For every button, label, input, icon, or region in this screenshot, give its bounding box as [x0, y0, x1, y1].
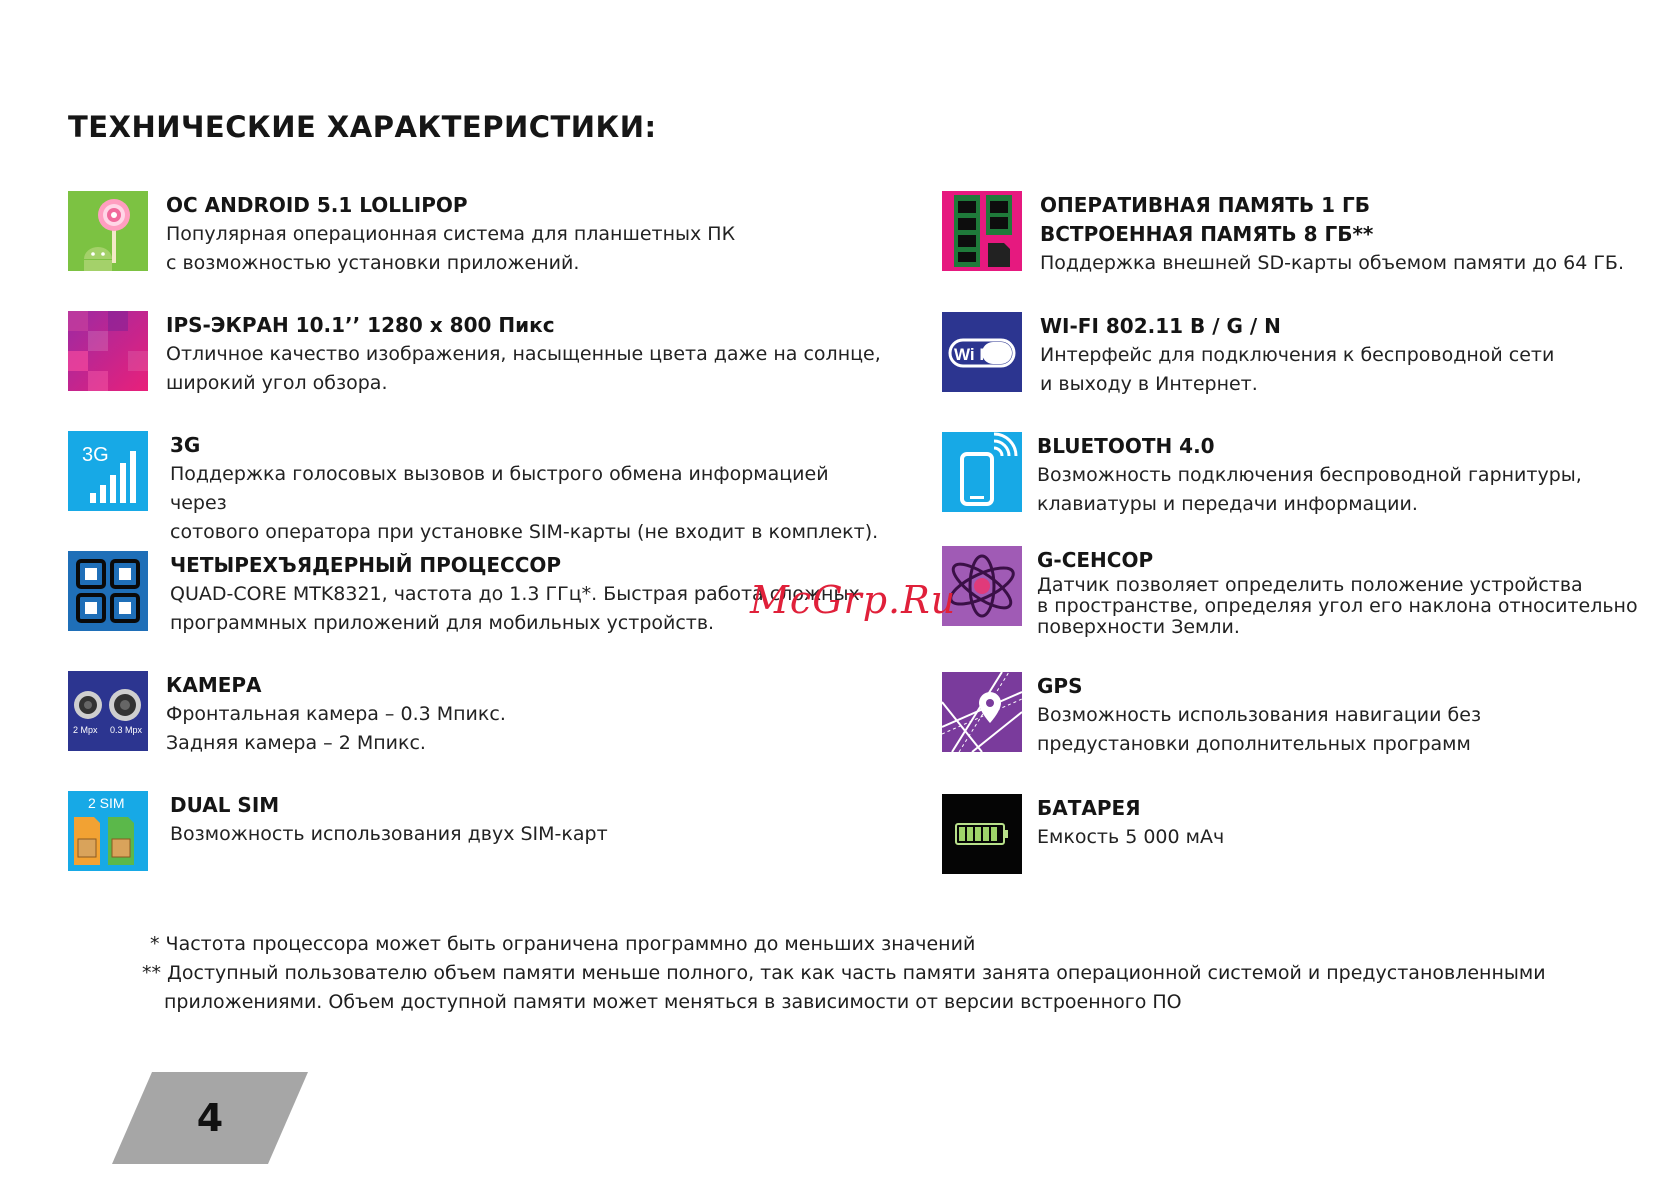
- dual-sim-icon: [68, 791, 148, 871]
- spec-description-line: Емкость 5 000 мАч: [1037, 826, 1225, 848]
- spec-description-line: Задняя камера – 2 Мпикс.: [166, 732, 426, 754]
- page-number-tab: [112, 1072, 308, 1164]
- spec-heading: ОС ANDROID 5.1 LOLLIPOP: [166, 193, 468, 217]
- spec-description-line: Датчик позволяет определить положение устройства: [1037, 574, 1583, 596]
- 3g-signal-icon: [68, 431, 148, 511]
- footnote-memory-continued: приложениями. Объем доступной памяти может меняться в зависимости от версии встроенного ПО: [164, 991, 1182, 1013]
- ips-screen-icon: [68, 311, 148, 391]
- spec-description-line: Возможность подключения беспроводной гарнитуры,: [1037, 464, 1582, 486]
- spec-description-line: поверхности Земли.: [1037, 616, 1240, 638]
- spec-description-line: Поддержка внешней SD-карты объемом памяти до 64 ГБ.: [1040, 252, 1624, 274]
- spec-heading: IPS-ЭКРАН 10.1’’ 1280 x 800 Пикс: [166, 313, 555, 337]
- spec-description-line: с возможностью установки приложений.: [166, 252, 580, 274]
- page-title: ТЕХНИЧЕСКИЕ ХАРАКТЕРИСТИКИ:: [68, 110, 657, 144]
- spec-description-line: программных приложений для мобильных устройств.: [170, 612, 715, 634]
- spec-description-line: и выходу в Интернет.: [1040, 373, 1258, 395]
- spec-description-line: в пространстве, определяя угол его наклона относительно: [1037, 595, 1638, 617]
- spec-description-line: клавиатуры и передачи информации.: [1037, 493, 1418, 515]
- battery-icon: [942, 794, 1022, 874]
- bluetooth-phone-icon: [942, 432, 1022, 512]
- spec-description-line: сотового оператора при установке SIM-карты (не входит в комплект).: [170, 521, 879, 543]
- spec-description-line: Интерфейс для подключения к беспроводной сети: [1040, 344, 1555, 366]
- spec-description-line: предустановки дополнительных программ: [1037, 733, 1471, 755]
- android-lollipop-icon: [68, 191, 148, 271]
- spec-heading: DUAL SIM: [170, 793, 280, 817]
- spec-heading: GPS: [1037, 674, 1083, 698]
- spec-heading: G-СЕНСОР: [1037, 548, 1154, 572]
- spec-heading: КАМЕРА: [166, 673, 262, 697]
- spec-description-line: Фронтальная камера – 0.3 Мпикс.: [166, 703, 506, 725]
- footnote-processor: * Частота процессора может быть ограничена программно до меньших значений: [150, 933, 976, 955]
- gps-map-icon: [942, 672, 1022, 752]
- spec-description-line: Возможность использования двух SIM-карт: [170, 823, 608, 845]
- spec-heading: WI-FI 802.11 B / G / N: [1040, 314, 1281, 338]
- spec-heading: ЧЕТЫРЕХЪЯДЕРНЫЙ ПРОЦЕССОР: [170, 553, 562, 577]
- spec-heading: BLUETOOTH 4.0: [1037, 434, 1215, 458]
- watermark: McGrp.Ru: [750, 578, 957, 622]
- spec-heading: ВСТРОЕННАЯ ПАМЯТЬ 8 ГБ**: [1040, 222, 1374, 246]
- spec-description-line: Возможность использования навигации без: [1037, 704, 1482, 726]
- spec-description-line: Отличное качество изображения, насыщенные цвета даже на солнце,: [166, 343, 881, 365]
- spec-description-line: Поддержка голосовых вызовов и быстрого обмена информацией через: [170, 463, 829, 514]
- spec-description-line: широкий угол обзора.: [166, 372, 388, 394]
- page-number: 4: [196, 1096, 224, 1140]
- camera-icon-label-rear: 2 Mpx: [73, 725, 98, 735]
- spec-heading: БАТАРЕЯ: [1037, 796, 1141, 820]
- dual-sim-icon-label: 2 SIM: [88, 795, 125, 811]
- spec-description-line: QUAD-CORE MTK8321, частота до 1.3 ГГц*. Быстрая работа сложных: [170, 583, 860, 605]
- spec-heading: 3G: [170, 433, 201, 457]
- camera-icon-label-front: 0.3 Mpx: [110, 725, 143, 735]
- camera-icon: [68, 671, 148, 751]
- wifi-icon: [942, 312, 1022, 392]
- footnote-memory: ** Доступный пользователю объем памяти меньше полного, так как часть памяти занята операционной системой и предустановленными: [142, 962, 1546, 984]
- spec-heading: ОПЕРАТИВНАЯ ПАМЯТЬ 1 ГБ: [1040, 193, 1370, 217]
- spec-description-line: Популярная операционная система для планшетных ПК: [166, 223, 736, 245]
- wifi-icon-label: Wi Fi: [954, 345, 995, 364]
- memory-chip-icon: [942, 191, 1022, 271]
- 3g-icon-label: 3G: [82, 444, 109, 466]
- quad-core-processor-icon: [68, 551, 148, 631]
